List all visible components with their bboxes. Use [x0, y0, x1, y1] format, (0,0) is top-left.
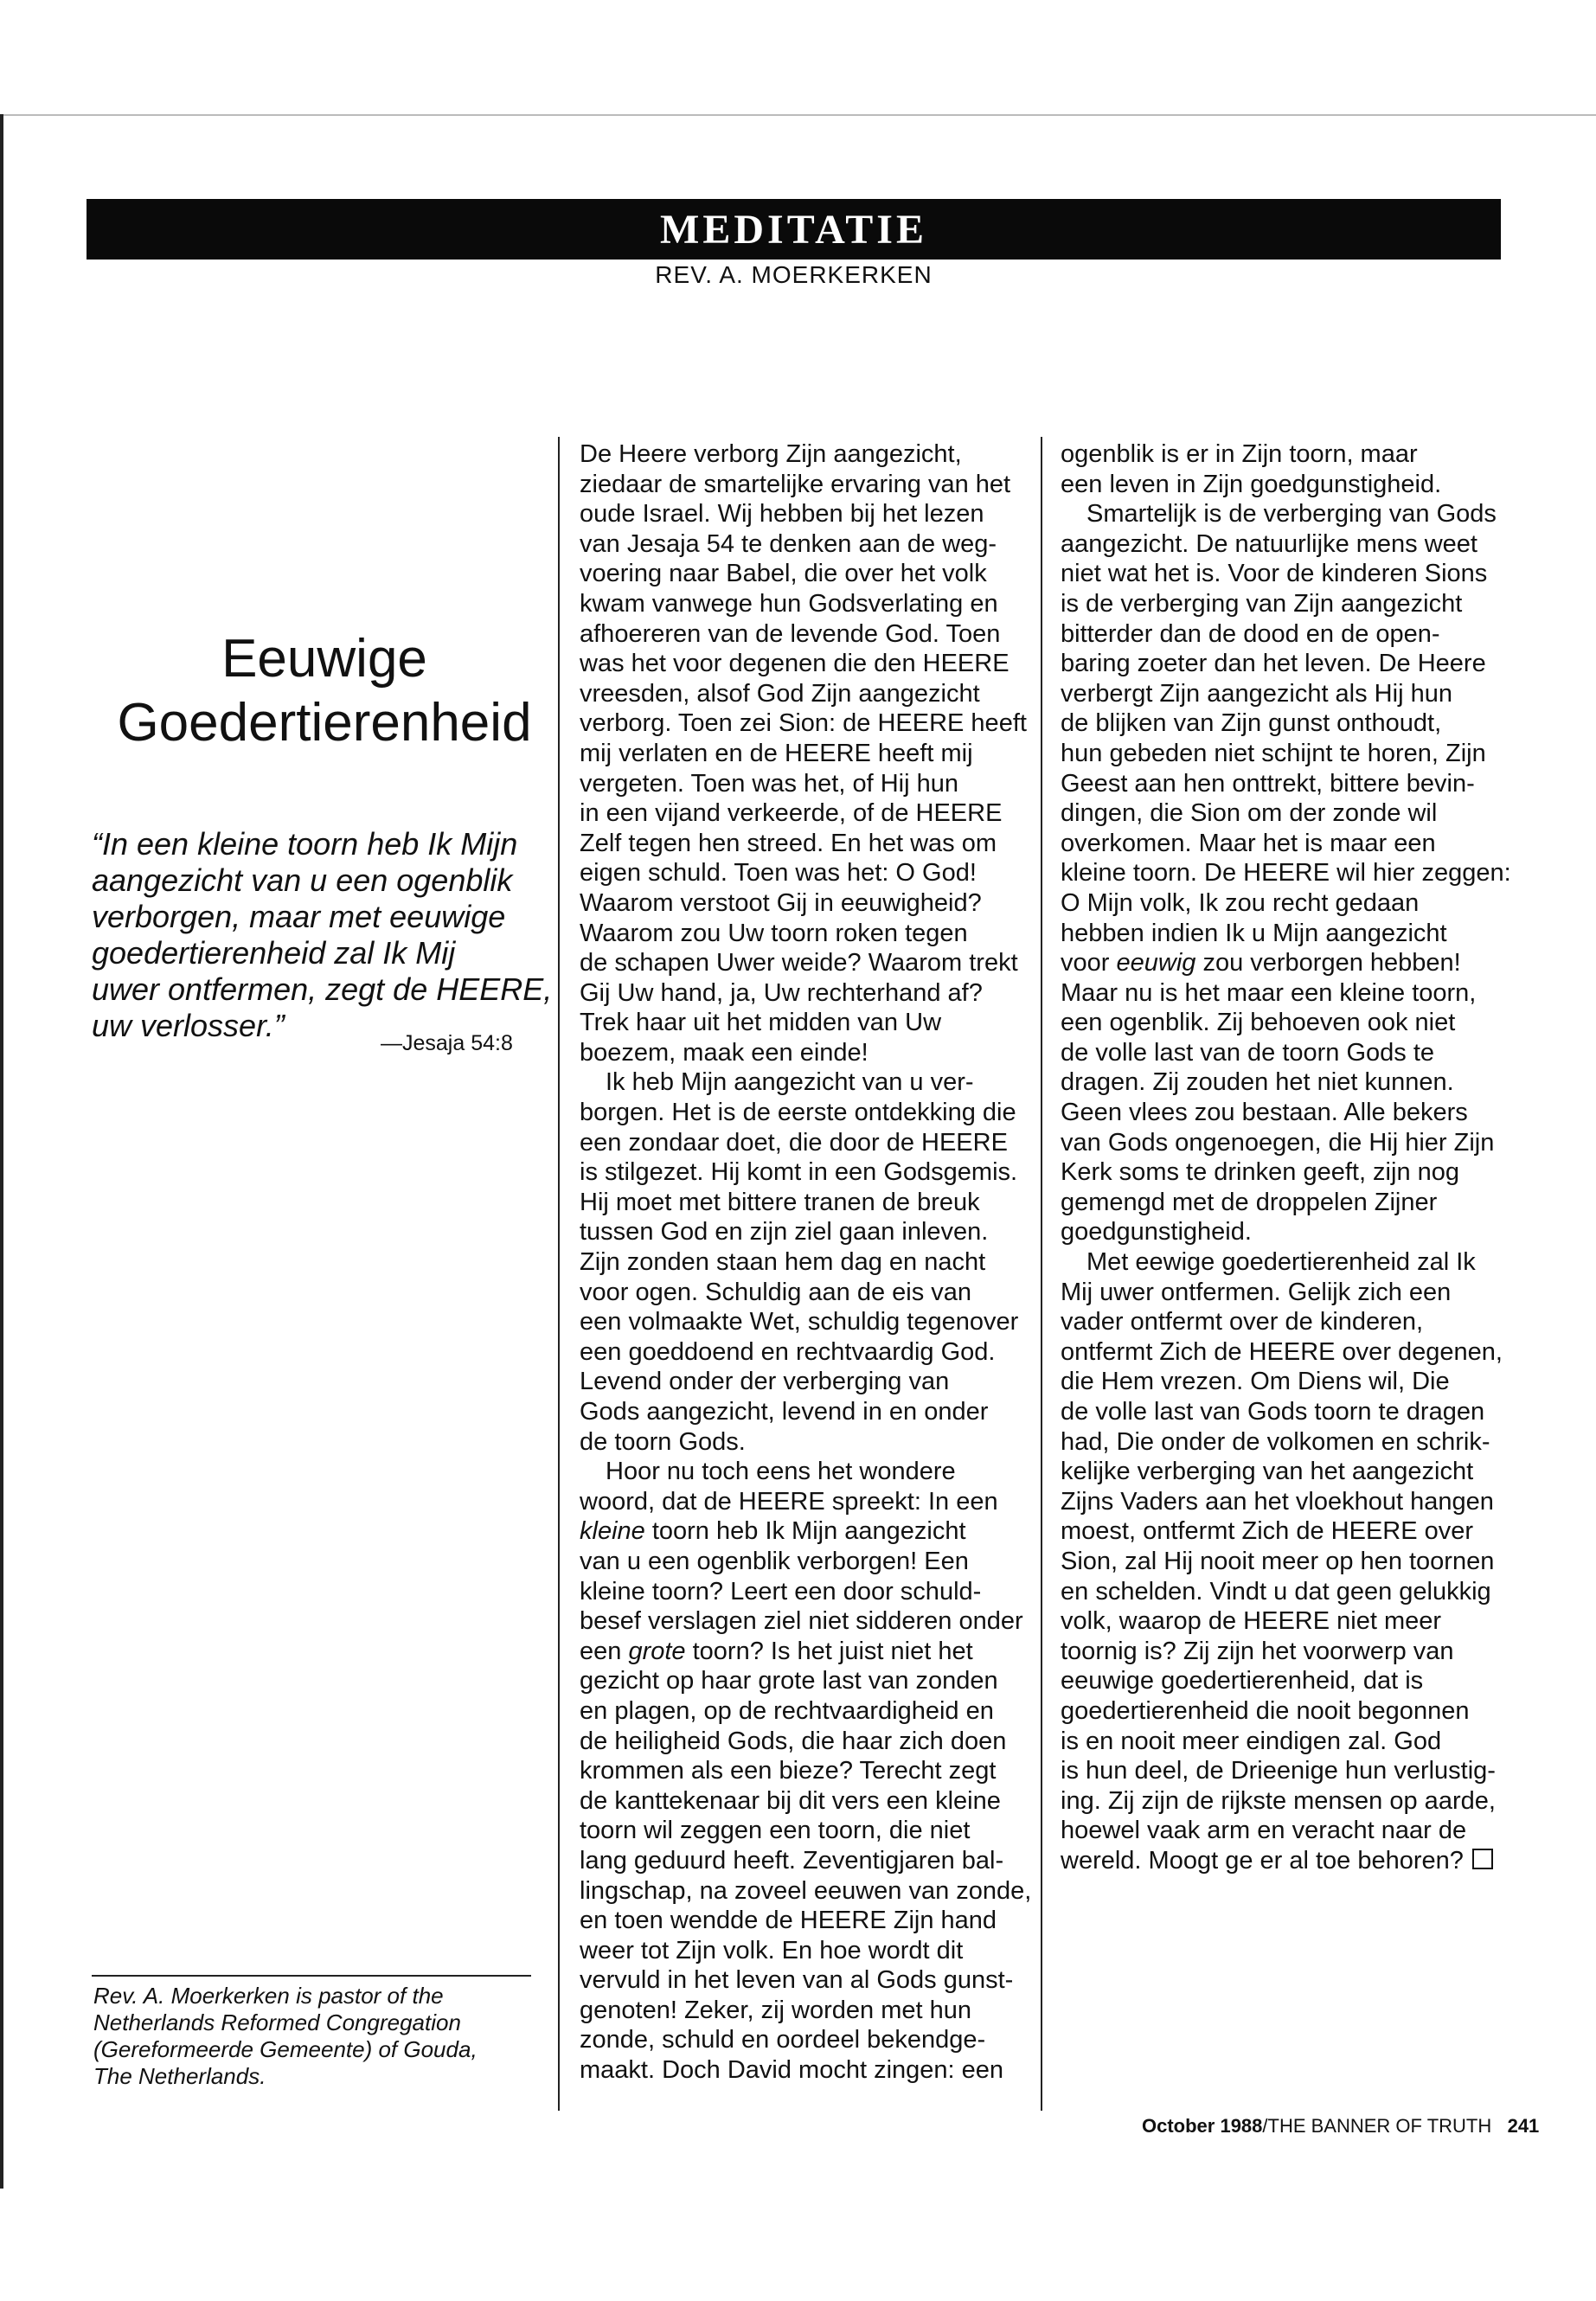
body-line: is stilgezet. Hij komt in een Godsgemis.	[580, 1158, 1018, 1187]
footer-publication: /THE BANNER OF TRUTH	[1262, 2115, 1492, 2137]
body-line: Kerk soms te drinken geeft, zijn nog	[1061, 1158, 1460, 1187]
epigraph-line: uwer ontfermen, zegt de HEERE,	[92, 971, 553, 1007]
body-line: Waarom verstoot Gij in eeuwigheid?	[580, 888, 982, 917]
body-line: verborg. Toen zei Sion: de HEERE heeft	[580, 709, 1027, 738]
body-line: vader ontfermt over de kinderen,	[1061, 1308, 1424, 1336]
author-note	[93, 1983, 543, 2090]
body-line: Zijns Vaders aan het vloekhout hangen	[1061, 1487, 1494, 1516]
body-line: vergeten. Toen was het, of Hij hun	[580, 769, 958, 798]
epigraph-line: “In een kleine toorn heb Ik Mijn	[92, 826, 518, 862]
top-border-line	[0, 114, 1596, 116]
body-line: Sion, zal Hij nooit meer op hen toornen	[1061, 1547, 1495, 1575]
epigraph-line: uw verlosser.”	[92, 1008, 285, 1043]
body-line: de toorn Gods.	[580, 1427, 746, 1456]
body-line: dingen, die Sion om der zonde wil	[1061, 799, 1438, 828]
body-line: een goeddoend en rechtvaardig God.	[580, 1337, 996, 1366]
body-line: kelijke verberging van het aangezicht	[1061, 1458, 1474, 1486]
body-line: verbergt Zijn aangezicht als Hij hun	[1061, 679, 1452, 708]
body-line: in een vijand verkeerde, of de HEERE	[580, 799, 1003, 828]
body-line: voering naar Babel, die over het volk	[580, 560, 987, 588]
body-line: tussen God en zijn ziel gaan inleven.	[580, 1218, 989, 1247]
body-line: is en nooit meer eindigen zal. God	[1061, 1727, 1442, 1755]
page-number: 241	[1507, 2115, 1540, 2137]
body-line: en schelden. Vindt u dat geen gelukkig	[1061, 1577, 1491, 1606]
title-line: Goedertierenheid	[117, 693, 532, 753]
body-line: Zijn zonden staan hem dag en nacht	[580, 1248, 986, 1277]
body-line: die Hem vrezen. Om Diens wil, Die	[1061, 1368, 1450, 1396]
body-line: vervuld in het leven van al Gods gunst-	[580, 1966, 1014, 1995]
body-line: Maar nu is het maar een kleine toorn,	[1061, 978, 1477, 1007]
page-footer	[1142, 2115, 1540, 2138]
body-line: wereld. Moogt ge er al toe behoren?	[1061, 1846, 1510, 1876]
body-line: baring zoeter dan het leven. De Heere	[1061, 650, 1486, 678]
body-line: is de verberging van Zijn aangezicht	[1061, 589, 1463, 618]
body-line: voor eeuwig zou verborgen hebben!	[1061, 949, 1461, 977]
body-line: en toen wendde de HEERE Zijn hand	[580, 1907, 997, 1935]
body-line: ing. Zij zijn de rijkste mensen op aarde,	[1061, 1786, 1496, 1815]
page-left-edge	[0, 114, 3, 2189]
body-line: een ogenblik. Zij behoeven ook niet	[1061, 1009, 1456, 1037]
body-line: dragen. Zij zouden het niet kunnen.	[1061, 1068, 1454, 1097]
author-note-line: The Netherlands.	[93, 2063, 266, 2089]
body-line: woord, dat de HEERE spreekt: In een	[580, 1487, 998, 1516]
column-divider-left	[558, 437, 560, 2111]
body-line: voor ogen. Schuldig aan de eis van	[580, 1278, 972, 1306]
body-line: goedertierenheid die nooit begonnen	[1061, 1696, 1470, 1725]
body-line: had, Die onder de volkomen en schrik-	[1061, 1427, 1490, 1456]
body-line: Gods aangezicht, levend in en onder	[580, 1398, 989, 1426]
article-title	[95, 627, 554, 755]
body-line: ontfermt Zich de HEERE over degenen,	[1061, 1337, 1503, 1366]
body-line: volk, waarop de HEERE niet meer	[1061, 1607, 1442, 1636]
body-line: kleine toorn heb Ik Mijn aangezicht	[580, 1517, 966, 1546]
body-line: Gij Uw hand, ja, Uw rechterhand af?	[580, 978, 983, 1007]
body-line: van Gods ongenoegen, die Hij hier Zijn	[1061, 1128, 1495, 1157]
body-line: een grote toorn? Is het juist niet het	[580, 1637, 973, 1665]
body-line: mij verlaten en de HEERE heeft mij	[580, 739, 973, 767]
body-line: afhoereren van de levende God. Toen	[580, 619, 1001, 648]
body-line: overkomen. Maar het is maar een	[1061, 829, 1436, 857]
section-label: MEDITATIE	[660, 206, 927, 253]
body-line: Mij uwer ontfermen. Gelijk zich een	[1061, 1278, 1452, 1306]
body-line: Hoor nu toch eens het wondere	[606, 1458, 956, 1486]
body-line: toornig is? Zij zijn het voorwerp van	[1061, 1637, 1454, 1665]
body-line: de volle last van Gods toorn te dragen	[1061, 1398, 1485, 1426]
body-line: Zelf tegen hen streed. En het was om	[580, 829, 997, 857]
body-line: bitterder dan de dood en de open-	[1061, 619, 1440, 648]
body-line: kwam vanwege hun Godsverlating en	[580, 589, 998, 618]
body-line: de volle last van de toorn Gods te	[1061, 1038, 1435, 1067]
body-line: ogenblik is er in Zijn toorn, maar	[1061, 440, 1418, 468]
body-line: is hun deel, de Drieenige hun verlustig-	[1061, 1757, 1496, 1785]
body-line: kleine toorn. De HEERE wil hier zeggen:	[1061, 859, 1511, 888]
epigraph-reference: —Jesaja 54:8	[381, 1031, 513, 1055]
body-line: en plagen, op de rechtvaardigheid en	[580, 1696, 994, 1725]
author-note-line: (Gereformeerde Gemeente) of Gouda,	[93, 2036, 478, 2062]
body-line: goedgunstigheid.	[1061, 1218, 1252, 1247]
end-mark-icon	[1472, 1849, 1493, 1869]
body-line: een volmaakte Wet, schuldig tegenover	[580, 1308, 1019, 1336]
body-line: Hij moet met bittere tranen de breuk	[580, 1188, 980, 1216]
body-line: aangezicht. De natuurlijke mens weet	[1061, 529, 1477, 558]
body-line: gemengd met de droppelen Zijner	[1061, 1188, 1438, 1216]
body-line: maakt. Doch David mocht zingen: een	[580, 2056, 1004, 2085]
body-line: Waarom zou Uw toorn roken tegen	[580, 919, 968, 947]
body-line: borgen. Het is de eerste ontdekking die	[580, 1099, 1016, 1127]
body-line: Ik heb Mijn aangezicht van u ver-	[606, 1068, 974, 1097]
body-line: een zondaar doet, die door de HEERE	[580, 1128, 1008, 1157]
body-line: van Jesaja 54 te denken aan de weg-	[580, 529, 997, 558]
epigraph-line: verborgen, maar met eeuwige	[92, 899, 506, 934]
body-line: een leven in Zijn goedgunstigheid.	[1061, 470, 1442, 498]
body-line: boezem, maak een einde!	[580, 1038, 869, 1067]
body-line: Levend onder der verberging van	[580, 1368, 950, 1396]
title-line: Eeuwige	[221, 629, 427, 689]
body-line: hebben indien Ik u Mijn aangezicht	[1061, 919, 1447, 947]
epigraph-line: goedertierenheid zal Ik Mij	[92, 935, 456, 971]
body-column-right	[1061, 439, 1510, 1876]
body-line: Trek haar uit het midden van Uw	[580, 1009, 942, 1037]
body-line: Smartelijk is de verberging van Gods	[1086, 500, 1497, 529]
column-divider-right	[1041, 437, 1042, 2111]
body-line: de kanttekenaar bij dit vers een kleine	[580, 1786, 1001, 1815]
body-line: kleine toorn? Leert een door schuld-	[580, 1577, 982, 1606]
author-byline: REV. A. MOERKERKEN	[655, 261, 933, 288]
body-line: Met eewige goedertierenheid zal Ik	[1086, 1248, 1476, 1277]
epigraph-line: aangezicht van u een ogenblik	[92, 862, 513, 898]
body-line: eigen schuld. Toen was het: O God!	[580, 859, 977, 888]
body-line: vreesden, alsof God Zijn aangezicht	[580, 679, 980, 708]
author-note-line: Netherlands Reformed Congregation	[93, 2009, 461, 2035]
body-line: was het voor degenen die den HEERE	[580, 650, 1010, 678]
body-line: de schapen Uwer weide? Waarom trekt	[580, 949, 1018, 977]
epigraph	[92, 826, 553, 1044]
body-line: De Heere verborg Zijn aangezicht,	[580, 440, 962, 468]
body-column-middle	[580, 439, 1032, 2086]
body-line: de heiligheid Gods, die haar zich doen	[580, 1727, 1007, 1755]
body-line: toorn wil zeggen een toorn, die niet	[580, 1817, 971, 1845]
body-line: eeuwige goedertierenheid, dat is	[1061, 1667, 1424, 1695]
author-note-line: Rev. A. Moerkerken is pastor of the	[93, 1983, 444, 2009]
body-line: Geen vlees zou bestaan. Alle bekers	[1061, 1099, 1468, 1127]
body-line: de blijken van Zijn gunst onthoudt,	[1061, 709, 1442, 738]
body-line: krommen als een bieze? Terecht zegt	[580, 1757, 997, 1785]
body-line: O Mijn volk, Ik zou recht gedaan	[1061, 888, 1420, 917]
body-line: ziedaar de smartelijke ervaring van het	[580, 470, 1011, 498]
body-line: gezicht op haar grote last van zonden	[580, 1667, 998, 1695]
author-note-divider	[92, 1975, 531, 1977]
body-line: hoewel vaak arm en veracht naar de	[1061, 1817, 1467, 1845]
body-line: besef verslagen ziel niet sidderen onder	[580, 1607, 1023, 1636]
body-line: lingschap, na zoveel eeuwen van zonde,	[580, 1876, 1032, 1905]
body-line: hun gebeden niet schijnt te horen, Zijn	[1061, 739, 1486, 767]
body-line: genoten! Zeker, zij worden met hun	[580, 1996, 971, 2024]
body-line: lang geduurd heeft. Zeventigjaren bal-	[580, 1846, 1004, 1875]
body-line: van u een ogenblik verborgen! Een	[580, 1547, 969, 1575]
body-line: weer tot Zijn volk. En hoe wordt dit	[580, 1936, 964, 1965]
body-line: moest, ontfermt Zich de HEERE over	[1061, 1517, 1474, 1546]
section-banner	[87, 199, 1501, 260]
body-line: Geest aan hen onttrekt, bittere bevin-	[1061, 769, 1475, 798]
body-line: niet wat het is. Voor de kinderen Sions	[1061, 560, 1488, 588]
footer-date: October 1988	[1142, 2115, 1263, 2137]
body-line: zonde, schuld en oordeel bekendge-	[580, 2026, 986, 2054]
body-line: oude Israel. Wij hebben bij het lezen	[580, 500, 984, 529]
